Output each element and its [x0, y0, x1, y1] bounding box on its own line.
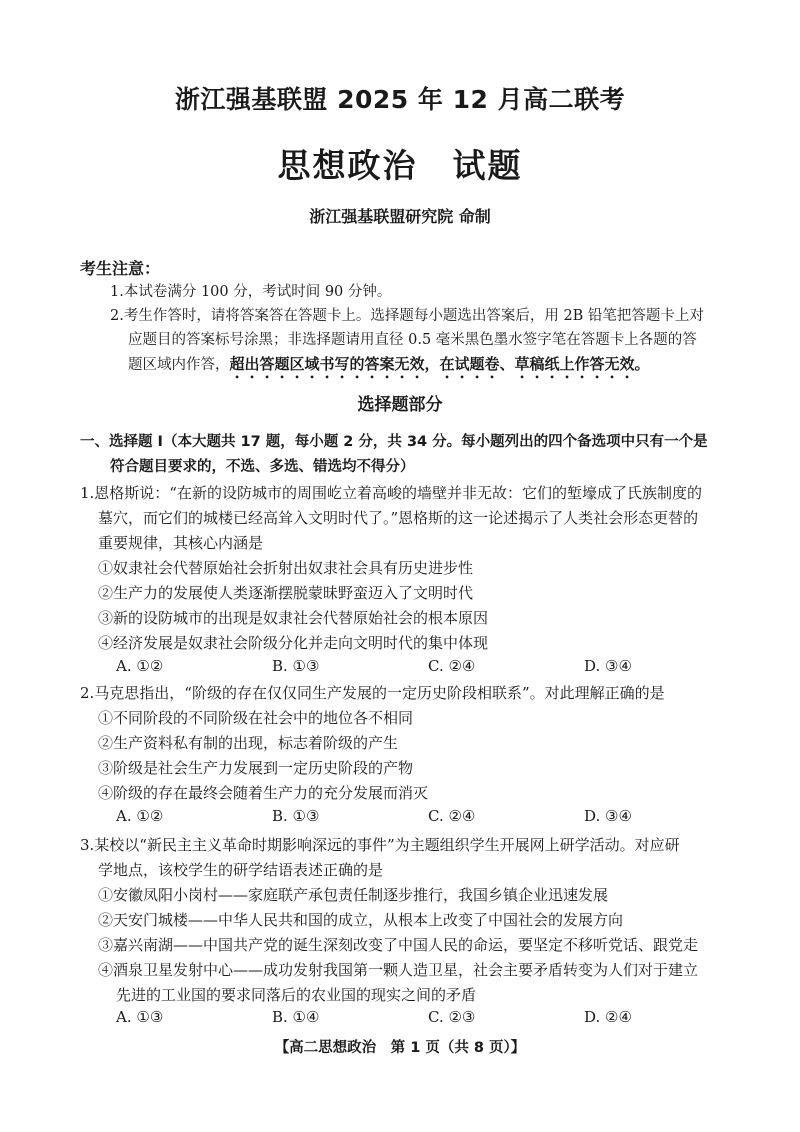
question-3-option-c: C. ②③ — [428, 1008, 476, 1026]
question-2-option-c: C. ②④ — [428, 807, 476, 825]
notice-item-2-line-3-start: 题区域内作答， — [128, 357, 230, 373]
question-1-stem-line-3: 重要规律，其核心内涵是 — [98, 534, 264, 552]
question-1-item-3: ③新的设防城市的出现是奴隶社会代替原始社会的根本原因 — [98, 609, 489, 627]
question-1-item-1: ①奴隶社会代替原始社会折射出奴隶社会具有历史进步性 — [98, 559, 474, 577]
question-3-item-4-line-1: ④酒泉卫星发射中心——成功发射我国第一颗人造卫星，社会主要矛盾转变为人们对于建立 — [98, 961, 699, 979]
question-3-option-d: D. ②④ — [584, 1008, 632, 1026]
question-1-option-d: D. ③④ — [584, 657, 632, 675]
notice-heading: 考生注意： — [80, 259, 161, 278]
question-3-stem-line-2: 学地点，该校学生的研学结语表述正确的是 — [98, 861, 384, 879]
part-instruction-line-1: 一、选择题 Ⅰ（本大题共 17 题，每小题 2 分，共 34 分。每小题列出的四个备选项中只有一个是 — [80, 434, 708, 450]
question-2-item-3: ③阶级是社会生产力发展到一定历史阶段的产物 — [98, 759, 414, 777]
question-1-option-b: B. ①③ — [272, 657, 320, 675]
notice-item-1: 1.本试卷满分 100 分，考试时间 90 分钟。 — [110, 284, 392, 300]
question-2-option-d: D. ③④ — [584, 807, 632, 825]
question-3-item-2: ②天安门城楼——中华人民共和国的成立，从根本上改变了中国社会的发展方向 — [98, 911, 624, 929]
question-3-item-4-line-2: 先进的工业国的要求同落后的农业国的现实之间的矛盾 — [116, 986, 477, 1004]
question-3-item-1: ①安徽凤阳小岗村——家庭联产承包责任制逐步推行，我国乡镇企业迅速发展 — [98, 886, 609, 904]
question-1-option-a: A. ①② — [116, 657, 164, 675]
question-3-item-3: ③嘉兴南湖——中国共产党的诞生深刻改变了中国人民的命运，要坚定不移听党话、跟党走 — [98, 936, 699, 954]
page-footer: 【高二思想政治 第 1 页（共 8 页）】 — [274, 1040, 526, 1056]
question-2-item-1: ①不同阶段的不同阶级在社会中的地位各不相同 — [98, 709, 414, 727]
question-2-stem-line-1: 2.马克思指出，“阶级的存在仅仅同生产发展的一定历史阶段相联系”。对此理解正确的是 — [80, 684, 665, 702]
question-1-stem-line-1: 1.恩格斯说：“在新的设防城市的周围屹立着高峻的墙壁并非无故：它们的堑壕成了氏族制度的 — [80, 484, 702, 502]
exam-subject: 思想政治 试题 — [277, 146, 523, 185]
notice-item-2-line-2: 应题目的答案标号涂黑；非选择题请用直径 0.5 毫米黑色墨水签字笔在答题卡上各题的答 — [128, 332, 697, 348]
question-3-option-b: B. ①④ — [272, 1008, 320, 1026]
notice-emphasis-text: 超出答题区域书写的答案无效，在试题卷、草稿纸上作答无效。 — [229, 355, 650, 373]
part-instruction-line-2: 符合题目要求的，不选、多选、错选均不得分） — [110, 459, 415, 475]
notice-item-2-line-1: 2.考生作答时，请将答案答在答题卡上。选择题每小题选出答案后，用 2B 铅笔把答题卡上对 — [110, 308, 704, 324]
notice-item-2-line-3 — [128, 354, 650, 382]
question-1-stem-line-2: 墓穴，而它们的城楼已经高耸入文明时代了。”恩格斯的这一论述揭示了人类社会形态更替的 — [98, 509, 699, 527]
question-2-option-a: A. ①② — [116, 807, 164, 825]
exam-issuer: 浙江强基联盟研究院 命制 — [309, 207, 491, 226]
question-3-stem-line-1: 3.某校以“新民主主义革命时期影响深远的事件”为主题组织学生开展网上研学活动。对应研 — [80, 836, 680, 854]
question-3-option-a: A. ①③ — [116, 1008, 164, 1026]
exam-title: 浙江强基联盟 2025 年 12 月高二联考 — [174, 85, 626, 114]
question-1-item-4: ④经济发展是奴隶社会阶级分化并走向文明时代的集中体现 — [98, 634, 489, 652]
question-1-option-c: C. ②④ — [428, 657, 476, 675]
section-title: 选择题部分 — [357, 395, 443, 415]
question-2-option-b: B. ①③ — [272, 807, 320, 825]
question-2-item-2: ②生产资料私有制的出现，标志着阶级的产生 — [98, 734, 399, 752]
question-1-item-2: ②生产力的发展使人类逐渐摆脱蒙昧野蛮迈入了文明时代 — [98, 584, 474, 602]
question-2-item-4: ④阶级的存在最终会随着生产力的充分发展而消灭 — [98, 784, 429, 802]
